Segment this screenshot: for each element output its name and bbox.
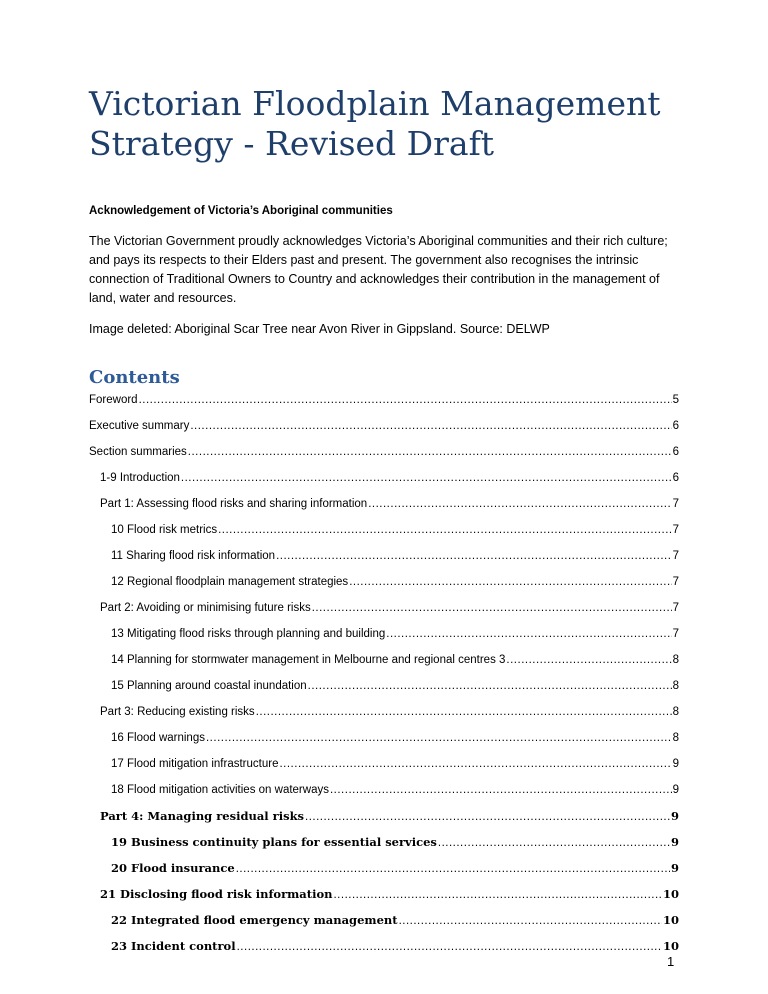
toc-entry-part-3[interactable]: Part 3: Reducing existing risks ..... 8 bbox=[100, 704, 679, 720]
toc-entry-part-1[interactable]: Part 1: Assessing flood risks and sharing information ..... 7 bbox=[100, 496, 679, 512]
toc-entry-13[interactable]: 13 Mitigating flood risks through planning and building ..... 7 bbox=[111, 626, 679, 642]
toc-entry-18[interactable]: 18 Flood mitigation activities on waterways ..... 9 bbox=[111, 782, 679, 798]
image-deleted-note: Image deleted: Aboriginal Scar Tree near Avon River in Gippsland. Source: DELWP bbox=[89, 322, 550, 336]
contents-heading: Contents bbox=[89, 367, 180, 388]
document-title: Victorian Floodplain Management Strategy - Revised Draft bbox=[89, 84, 661, 163]
toc-entry-12[interactable]: 12 Regional floodplain management strategies ..... 7 bbox=[111, 574, 679, 590]
toc-entry-21[interactable]: 21 Disclosing flood risk information ..... 10 bbox=[100, 886, 679, 902]
toc-entry-22[interactable]: 22 Integrated flood emergency management ..... 10 bbox=[111, 912, 679, 928]
toc-entry-17[interactable]: 17 Flood mitigation infrastructure ..... 9 bbox=[111, 756, 679, 772]
toc-entry-part-2[interactable]: Part 2: Avoiding or minimising future risks ..... 7 bbox=[100, 600, 679, 616]
toc-entry-19[interactable]: 19 Business continuity plans for essential services ..... 9 bbox=[111, 834, 679, 850]
toc-entry-23[interactable]: 23 Incident control ..... 10 bbox=[111, 938, 679, 954]
toc-entry-introduction[interactable]: 1-9 Introduction ..... 6 bbox=[100, 470, 679, 486]
toc-entry-14[interactable]: 14 Planning for stormwater management in Melbourne and regional centres 3 ..... 8 bbox=[111, 652, 679, 668]
toc-entry-11[interactable]: 11 Sharing flood risk information ..... 7 bbox=[111, 548, 679, 564]
toc-entry-section-summaries[interactable]: Section summaries ..... 6 bbox=[89, 444, 679, 460]
toc-entry-executive-summary[interactable]: Executive summary ..... 6 bbox=[89, 418, 679, 434]
acknowledgement-text: The Victorian Government proudly acknowledges Victoria’s Aboriginal communities and their rich culture; and pays its respects to their Elders past and present. The government also recognises the intrinsic connection of Traditional Owners to Country and acknowledges their contribution in the management of land, water and resources. bbox=[89, 234, 668, 305]
acknowledgement-heading: Acknowledgement of Victoria’s Aboriginal communities bbox=[89, 205, 393, 217]
toc-entry-part-4[interactable]: Part 4: Managing residual risks ..... 9 bbox=[100, 808, 679, 824]
toc-entry-16[interactable]: 16 Flood warnings ..... 8 bbox=[111, 730, 679, 746]
toc-entry-20[interactable]: 20 Flood insurance ..... 9 bbox=[111, 860, 679, 876]
toc-entry-10[interactable]: 10 Flood risk metrics ..... 7 bbox=[111, 522, 679, 538]
page-number: 1 bbox=[667, 954, 675, 969]
toc-entry-foreword[interactable]: Foreword ..... 5 bbox=[89, 392, 679, 408]
toc-entry-15[interactable]: 15 Planning around coastal inundation ..... 8 bbox=[111, 678, 679, 694]
